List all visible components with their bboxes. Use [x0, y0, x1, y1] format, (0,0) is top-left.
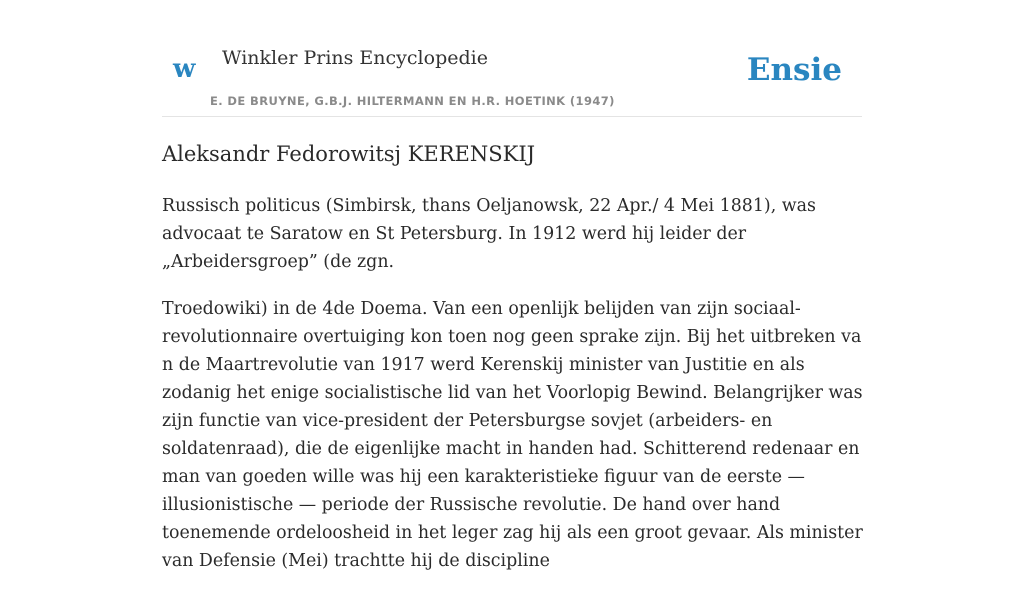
article-paragraph: Russisch politicus (Simbirsk, thans Oeljanowsk, 22 Apr./ 4 Mei 1881), was advocaat te Saratow en St Petersburg. In 1912 werd hij leider der „Arbeidersgroep” (de zgn. [162, 196, 816, 272]
page-header [162, 0, 862, 117]
source-authors: E. DE BRUYNE, G.B.J. HILTERMANN EN H.R. HOETINK (1947) [210, 94, 615, 108]
article-title: Aleksandr Fedorowitsj KERENSKIJ [162, 142, 536, 166]
article-body [162, 192, 864, 594]
source-title[interactable]: Winkler Prins Encyclopedie [222, 47, 488, 69]
article-paragraph: Troedowiki) in de 4de Doema. Van een openlijk belijden van zijn sociaal-revolutionnaire overtuiging kon toen nog geen sprake zijn. Bij het uitbreken va n de Maartrevolutie van 1917 werd Kerenskij minister van Justitie en als zodanig het enige socialistische lid van het Voorlopig Bewind. Belangrijker was zijn functie van vice-president der Petersburgse sovjet (arbeiders- en soldatenraad), die de eigenlijke macht in handen had. Schitterend redenaar en man van goeden wille was hij een karakteristieke figuur van de eerste — illusionistische — periode der Russische revolutie. De hand over hand toenemende ordeloosheid in het leger zag hij als een groot gevaar. Als minister van Defensie (Mei) trachtte hij de discipline [162, 299, 863, 571]
ensie-logo[interactable]: Ensie [746, 52, 842, 88]
winkler-prins-logo-icon[interactable]: w [173, 54, 196, 84]
